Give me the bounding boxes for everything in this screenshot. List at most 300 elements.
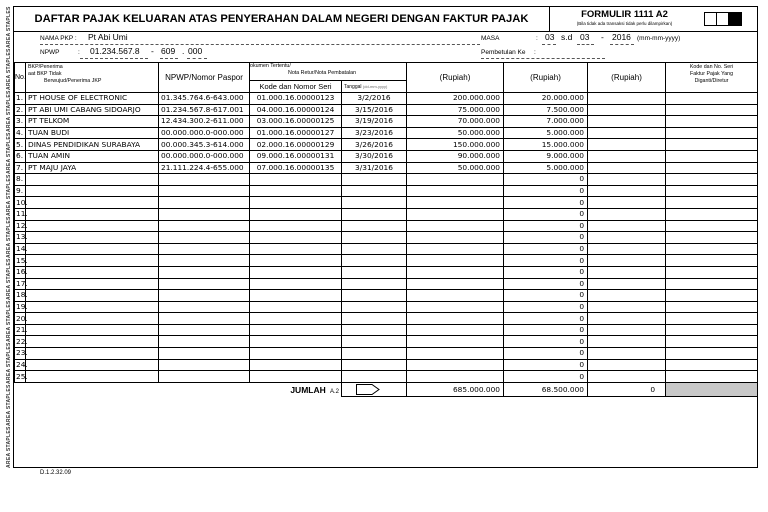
cell-npwp[interactable]: 00.000.345.3-614.000	[159, 139, 250, 151]
formulir-code: FORMULIR 1111 A2	[581, 9, 668, 20]
staples-area-label-repeat: AREA STAPLES	[6, 258, 12, 300]
masa-to-underline	[577, 44, 594, 45]
staples-area-label-repeat: AREA STAPLES	[6, 300, 12, 342]
table-row	[15, 208, 758, 220]
cell-tanggal[interactable]	[342, 324, 407, 336]
cell-tanggal[interactable]	[342, 336, 407, 348]
cell-kode-seri[interactable]	[250, 243, 342, 255]
cell-npwp[interactable]	[159, 359, 250, 371]
staples-area-label-repeat: AREA STAPLES	[6, 426, 12, 468]
cell-ppn[interactable]: 0	[504, 197, 588, 209]
cell-pengganti[interactable]	[666, 243, 758, 255]
table-row	[15, 185, 758, 197]
total-code: A.2	[329, 388, 339, 395]
page-checkbox[interactable]	[705, 13, 717, 25]
cell-dpp[interactable]	[407, 220, 504, 232]
cell-dpp[interactable]	[407, 208, 504, 220]
cell-pengganti[interactable]	[666, 139, 758, 151]
cell-ppnbm[interactable]	[588, 116, 666, 128]
nama-pkp-underline	[40, 44, 480, 45]
cell-npwp[interactable]	[159, 255, 250, 267]
cell-ppnbm[interactable]	[588, 220, 666, 232]
cell-ppn[interactable]: 20.000.000	[504, 93, 588, 105]
cell-ppnbm[interactable]	[588, 150, 666, 162]
masa-to-field[interactable]: 03	[580, 32, 590, 42]
cell-npwp[interactable]: 12.434.300.2-611.000	[159, 116, 250, 128]
cell-dpp[interactable]: 200.000.000	[407, 93, 504, 105]
cell-ppn[interactable]: 0	[504, 336, 588, 348]
cell-kode-seri[interactable]	[250, 348, 342, 360]
cell-tanggal[interactable]	[342, 174, 407, 186]
cell-npwp[interactable]	[159, 232, 250, 244]
cell-ppn[interactable]: 0	[504, 232, 588, 244]
cell-penerima[interactable]: PT MAJU JAYA	[26, 162, 159, 174]
cell-kode-seri[interactable]: 07.000.16.00000135	[250, 162, 342, 174]
cell-npwp[interactable]	[159, 278, 250, 290]
cell-pengganti[interactable]	[666, 313, 758, 325]
cell-penerima[interactable]	[26, 348, 159, 360]
cell-npwp[interactable]	[159, 371, 250, 383]
cell-kode-seri[interactable]: 03.000.16.00000125	[250, 116, 342, 128]
cell-ppn[interactable]: 0	[504, 255, 588, 267]
row-number: 3.	[15, 116, 26, 128]
row-number: 15.	[16, 255, 28, 265]
cell-pengganti[interactable]	[666, 290, 758, 302]
row-number: 13.	[16, 232, 28, 242]
row-number: 25.	[16, 371, 28, 381]
cell-npwp[interactable]	[159, 185, 250, 197]
cell-kode-seri[interactable]	[250, 371, 342, 383]
masa-format-hint: (mm-mm-yyyy)	[637, 35, 681, 42]
cell-penerima[interactable]: DINAS PENDIDIKAN SURABAYA	[26, 139, 159, 151]
table-row	[15, 197, 758, 209]
cell-ppnbm[interactable]	[588, 278, 666, 290]
cell-npwp[interactable]	[159, 290, 250, 302]
cell-penerima[interactable]	[26, 255, 159, 267]
staples-area-label-repeat: AREA STAPLES	[6, 48, 12, 90]
cell-kode-seri[interactable]: 02.000.16.00000129	[250, 139, 342, 151]
cell-npwp[interactable]	[159, 197, 250, 209]
table-row	[15, 232, 758, 244]
cell-penerima[interactable]	[26, 313, 159, 325]
total-shaded-cell	[666, 382, 758, 396]
cell-ppnbm[interactable]	[588, 139, 666, 151]
npwp-kpp-field[interactable]: 609	[161, 46, 176, 56]
cell-pengganti[interactable]	[666, 371, 758, 383]
cell-dpp[interactable]	[407, 359, 504, 371]
cell-kode-seri[interactable]	[250, 232, 342, 244]
cell-ppnbm[interactable]	[588, 266, 666, 278]
cell-pengganti[interactable]	[666, 220, 758, 232]
masa-year-field[interactable]: 2016	[612, 32, 631, 42]
cell-ppnbm[interactable]	[588, 371, 666, 383]
cell-npwp[interactable]	[159, 174, 250, 186]
cell-ppnbm[interactable]	[588, 313, 666, 325]
cell-ppn[interactable]: 15.000.000	[504, 139, 588, 151]
cell-dpp[interactable]	[407, 174, 504, 186]
cell-npwp[interactable]: 01.234.567.8-617.001	[159, 104, 250, 116]
cell-ppnbm[interactable]	[588, 185, 666, 197]
col-pengganti-line3: Diganti/Diretur	[694, 78, 729, 84]
cell-ppnbm[interactable]	[588, 208, 666, 220]
cell-npwp[interactable]	[159, 301, 250, 313]
cell-ppn[interactable]: 0	[504, 290, 588, 302]
cell-dpp[interactable]	[407, 185, 504, 197]
cell-npwp[interactable]: 00.000.000.0-000.000	[159, 127, 250, 139]
cell-ppn[interactable]: 0	[504, 220, 588, 232]
cell-npwp[interactable]: 01.345.764.6-643.000	[159, 93, 250, 105]
cell-ppn[interactable]: 0	[504, 348, 588, 360]
cell-ppnbm[interactable]	[588, 93, 666, 105]
cell-tanggal[interactable]: 3/23/2016	[342, 127, 407, 139]
cell-ppnbm[interactable]	[588, 232, 666, 244]
row-number: 10.	[16, 197, 28, 207]
cell-dpp[interactable]	[407, 197, 504, 209]
cell-ppnbm[interactable]	[588, 348, 666, 360]
row-number: 21.	[16, 325, 28, 335]
table-row	[15, 139, 758, 151]
cell-penerima[interactable]	[26, 243, 159, 255]
cell-ppnbm[interactable]	[588, 104, 666, 116]
cell-npwp[interactable]: 21.111.224.4-655.000	[159, 162, 250, 174]
cell-tanggal[interactable]	[342, 313, 407, 325]
npwp-main-field[interactable]: 01.234.567.8	[90, 46, 140, 56]
cell-npwp[interactable]	[159, 208, 250, 220]
table-row	[15, 174, 758, 186]
cell-ppn[interactable]: 0	[504, 359, 588, 371]
cell-ppn[interactable]: 9.000.000	[504, 150, 588, 162]
cell-penerima[interactable]	[26, 371, 159, 383]
cell-npwp[interactable]	[159, 336, 250, 348]
row-number: 1.	[15, 93, 26, 105]
cell-ppnbm[interactable]	[588, 243, 666, 255]
cell-kode-seri[interactable]: 01.000.16.00000127	[250, 127, 342, 139]
cell-pengganti[interactable]	[666, 185, 758, 197]
cell-tanggal[interactable]: 3/31/2016	[342, 162, 407, 174]
cell-tanggal[interactable]	[342, 266, 407, 278]
cell-pengganti[interactable]	[666, 232, 758, 244]
page-checkbox-group	[704, 12, 742, 26]
cell-penerima[interactable]	[26, 336, 159, 348]
cell-kode-seri[interactable]	[250, 266, 342, 278]
cell-tanggal[interactable]	[342, 290, 407, 302]
npwp-cabang-field[interactable]: 000	[188, 46, 203, 56]
masa-from-field[interactable]: 03	[545, 32, 555, 42]
cell-ppnbm[interactable]	[588, 127, 666, 139]
table-row	[15, 93, 758, 105]
cell-kode-seri[interactable]: 01.000.16.00000123	[250, 93, 342, 105]
cell-penerima[interactable]	[26, 232, 159, 244]
cell-kode-seri[interactable]	[250, 336, 342, 348]
cell-npwp[interactable]	[159, 220, 250, 232]
cell-dpp[interactable]	[407, 255, 504, 267]
table-row	[15, 278, 758, 290]
cell-npwp[interactable]	[159, 348, 250, 360]
cell-penerima[interactable]: TUAN BUDI	[26, 127, 159, 139]
cell-dpp[interactable]: 75.000.000	[407, 104, 504, 116]
cell-tanggal[interactable]: 3/2/2016	[342, 93, 407, 105]
cell-dpp[interactable]	[407, 266, 504, 278]
cell-dpp[interactable]	[407, 313, 504, 325]
cell-ppn[interactable]: 0	[504, 208, 588, 220]
table-row	[15, 301, 758, 313]
row-number: 12.	[16, 220, 28, 230]
cell-penerima[interactable]	[26, 301, 159, 313]
masa-label: MASA	[481, 35, 500, 42]
row-number: 6.	[15, 150, 26, 162]
row-number: 8.	[15, 174, 26, 186]
cell-kode-seri[interactable]	[250, 324, 342, 336]
nama-pkp-field[interactable]: Pt Abi Umi	[88, 32, 128, 42]
cell-pengganti[interactable]	[666, 255, 758, 267]
cell-dpp[interactable]: 150.000.000	[407, 139, 504, 151]
row-number: 24.	[16, 359, 28, 369]
cell-kode-seri[interactable]: 04.000.16.00000124	[250, 104, 342, 116]
cell-dpp[interactable]	[407, 301, 504, 313]
cell-ppnbm[interactable]	[588, 359, 666, 371]
cell-kode-seri[interactable]	[250, 313, 342, 325]
cell-pengganti[interactable]	[666, 150, 758, 162]
row-number: 2.	[15, 104, 26, 116]
formulir-note: (Bila tidak ada transaksi tidak perlu dilampirkan)	[576, 21, 673, 26]
cell-tanggal[interactable]	[342, 348, 407, 360]
cell-ppn[interactable]: 7.500.000	[504, 104, 588, 116]
masa-dash: -	[601, 32, 604, 42]
tax-form	[13, 6, 758, 468]
cell-tanggal[interactable]	[342, 359, 407, 371]
cell-dpp[interactable]: 50.000.000	[407, 162, 504, 174]
table-row	[15, 336, 758, 348]
cell-kode-seri[interactable]	[250, 197, 342, 209]
cell-pengganti[interactable]	[666, 278, 758, 290]
table-row	[15, 313, 758, 325]
cell-penerima[interactable]	[26, 174, 159, 186]
cell-tanggal[interactable]: 3/15/2016	[342, 104, 407, 116]
cell-ppnbm[interactable]	[588, 197, 666, 209]
cell-dpp[interactable]	[407, 324, 504, 336]
cell-pengganti[interactable]	[666, 301, 758, 313]
cell-npwp[interactable]	[159, 266, 250, 278]
col-pengganti-line1: Kode dan No. Seri	[689, 64, 734, 70]
cell-kode-seri[interactable]	[250, 278, 342, 290]
cell-tanggal[interactable]	[342, 243, 407, 255]
staples-area-label-repeat: AREA STAPLES	[6, 342, 12, 384]
npwp-kpp-underline	[160, 58, 178, 59]
row-number: 14.	[16, 244, 28, 254]
cell-dpp[interactable]	[407, 371, 504, 383]
table-row	[15, 371, 758, 383]
cell-tanggal[interactable]: 3/26/2016	[342, 139, 407, 151]
cell-pengganti[interactable]	[666, 127, 758, 139]
cell-dpp[interactable]	[407, 290, 504, 302]
col-ppnbm-header: (Rupiah)	[588, 63, 666, 93]
cell-ppn[interactable]: 7.000.000	[504, 116, 588, 128]
total-ppn: 68.500.000	[504, 382, 588, 396]
cell-dpp[interactable]: 70.000.000	[407, 116, 504, 128]
row-number: 17.	[16, 278, 28, 288]
cell-penerima[interactable]	[26, 197, 159, 209]
cell-ppnbm[interactable]	[588, 174, 666, 186]
col-penerima-header	[26, 63, 159, 93]
table-row	[15, 116, 758, 128]
cell-pengganti[interactable]	[666, 93, 758, 105]
cell-ppnbm[interactable]	[588, 255, 666, 267]
table-row	[15, 127, 758, 139]
cell-kode-seri[interactable]	[250, 174, 342, 186]
staples-area-label-repeat: AREA STAPLES	[6, 6, 12, 48]
cell-penerima[interactable]: PT TELKOM	[26, 116, 159, 128]
page-checkbox[interactable]	[717, 13, 729, 25]
total-label-cell	[15, 382, 342, 396]
table-row	[15, 348, 758, 360]
cell-kode-seri[interactable]	[250, 185, 342, 197]
cell-pengganti[interactable]	[666, 336, 758, 348]
col-kode-header: Kode dan Nomor Seri	[250, 81, 342, 93]
row-number: 18.	[16, 290, 28, 300]
table-row	[15, 150, 758, 162]
cell-tanggal[interactable]	[342, 371, 407, 383]
cell-dpp[interactable]: 90.000.000	[407, 150, 504, 162]
cell-dpp[interactable]	[407, 243, 504, 255]
cell-penerima[interactable]	[26, 185, 159, 197]
npwp-colon: :	[78, 49, 80, 56]
cell-ppnbm[interactable]	[588, 336, 666, 348]
staples-area-label-repeat: AREA STAPLES	[6, 174, 12, 216]
row-number: 9.	[15, 185, 26, 197]
col-pengganti-header	[666, 63, 758, 93]
cell-tanggal[interactable]	[342, 278, 407, 290]
cell-penerima[interactable]	[26, 220, 159, 232]
cell-penerima[interactable]	[26, 359, 159, 371]
row-number: 7.	[15, 162, 26, 174]
cell-tanggal[interactable]: 3/19/2016	[342, 116, 407, 128]
cell-pengganti[interactable]	[666, 104, 758, 116]
cell-ppnbm[interactable]	[588, 301, 666, 313]
cell-pengganti[interactable]	[666, 197, 758, 209]
staples-area-label-repeat: AREA STAPLES	[6, 216, 12, 258]
cell-kode-seri[interactable]	[250, 359, 342, 371]
row-number: 20.	[16, 313, 28, 323]
cell-npwp[interactable]	[159, 324, 250, 336]
staples-area-label-repeat: AREA STAPLES	[6, 384, 12, 426]
cell-kode-seri[interactable]	[250, 220, 342, 232]
total-label: JUMLAH	[290, 384, 326, 395]
cell-penerima[interactable]	[26, 278, 159, 290]
cell-ppn[interactable]: 0	[504, 174, 588, 186]
cell-pengganti[interactable]	[666, 162, 758, 174]
table-row	[15, 162, 758, 174]
cell-dpp[interactable]: 50.000.000	[407, 127, 504, 139]
cell-ppn[interactable]: 5.000.000	[504, 162, 588, 174]
cell-tanggal[interactable]	[342, 220, 407, 232]
nama-pkp-label: NAMA PKP :	[40, 35, 77, 42]
cell-kode-seri[interactable]	[250, 255, 342, 267]
col-tanggal-label: Tanggal	[344, 83, 362, 90]
cell-kode-seri[interactable]	[250, 290, 342, 302]
cell-kode-seri[interactable]	[250, 208, 342, 220]
cell-ppn[interactable]: 0	[504, 266, 588, 278]
cell-dpp[interactable]	[407, 232, 504, 244]
cell-penerima[interactable]: PT HOUSE OF ELECTRONIC	[26, 93, 159, 105]
npwp-label: NPWP	[40, 49, 60, 56]
cell-npwp[interactable]: 00.000.000.0-000.000	[159, 150, 250, 162]
cell-dpp[interactable]	[407, 278, 504, 290]
cell-ppn[interactable]: 0	[504, 185, 588, 197]
cell-ppn[interactable]: 0	[504, 371, 588, 383]
cell-tanggal[interactable]	[342, 185, 407, 197]
cell-ppn[interactable]: 0	[504, 301, 588, 313]
cell-ppnbm[interactable]	[588, 162, 666, 174]
cell-ppn[interactable]: 5.000.000	[504, 127, 588, 139]
cell-kode-seri[interactable]: 09.000.16.00000131	[250, 150, 342, 162]
cell-pengganti[interactable]	[666, 116, 758, 128]
masa-colon: :	[536, 35, 538, 42]
cell-ppn[interactable]: 0	[504, 313, 588, 325]
cell-dpp[interactable]	[407, 348, 504, 360]
cell-tanggal[interactable]	[342, 301, 407, 313]
cell-tanggal[interactable]	[342, 232, 407, 244]
table-row	[15, 290, 758, 302]
total-row	[15, 382, 758, 396]
table-row	[15, 243, 758, 255]
cell-penerima[interactable]	[26, 266, 159, 278]
cell-npwp[interactable]	[159, 313, 250, 325]
cell-ppnbm[interactable]	[588, 290, 666, 302]
pembetulan-label: Pembetulan Ke	[481, 49, 526, 56]
cell-tanggal[interactable]	[342, 208, 407, 220]
cell-penerima[interactable]	[26, 208, 159, 220]
cell-penerima[interactable]: TUAN AMIN	[26, 150, 159, 162]
cell-penerima[interactable]: PT ABI UMI CABANG SIDOARJO	[26, 104, 159, 116]
cell-pengganti[interactable]	[666, 174, 758, 186]
cell-penerima[interactable]	[26, 290, 159, 302]
cell-penerima[interactable]	[26, 324, 159, 336]
cell-tanggal[interactable]: 3/30/2016	[342, 150, 407, 162]
cell-pengganti[interactable]	[666, 324, 758, 336]
cell-tanggal[interactable]	[342, 197, 407, 209]
row-number: 11.	[16, 209, 28, 219]
table-row	[15, 255, 758, 267]
cell-ppn[interactable]: 0	[504, 278, 588, 290]
cell-pengganti[interactable]	[666, 266, 758, 278]
staples-area-label-repeat: AREA STAPLES	[6, 132, 12, 174]
col-tanggal-header	[342, 81, 407, 93]
col-npwp-header: NPWP/Nomor Paspor	[159, 63, 250, 93]
pembetulan-underline	[481, 58, 605, 59]
cell-ppn[interactable]: 0	[504, 243, 588, 255]
col-pengganti-line2: Faktur Pajak Yang	[689, 71, 734, 77]
cell-pengganti[interactable]	[666, 359, 758, 371]
col-tanggal-format: (dd-mm-yyyy)	[362, 83, 388, 89]
row-number: 4.	[15, 127, 26, 139]
cell-pengganti[interactable]	[666, 208, 758, 220]
cell-tanggal[interactable]	[342, 255, 407, 267]
cell-ppn[interactable]: 0	[504, 324, 588, 336]
col-dpp-header: (Rupiah)	[407, 63, 504, 93]
form-footer-code: D.1.2.32.09	[40, 470, 72, 476]
arrow-right-icon	[356, 384, 380, 395]
cell-kode-seri[interactable]	[250, 301, 342, 313]
table-row	[15, 220, 758, 232]
row-number: 19.	[16, 301, 28, 311]
total-ppnbm: 0	[588, 382, 666, 396]
cell-npwp[interactable]	[159, 243, 250, 255]
col-penerima-line3: Berwujud/Penerima JKP	[44, 78, 102, 84]
cell-pengganti[interactable]	[666, 348, 758, 360]
cell-dpp[interactable]	[407, 336, 504, 348]
page-checkbox-filled[interactable]	[729, 13, 741, 25]
cell-ppnbm[interactable]	[588, 324, 666, 336]
